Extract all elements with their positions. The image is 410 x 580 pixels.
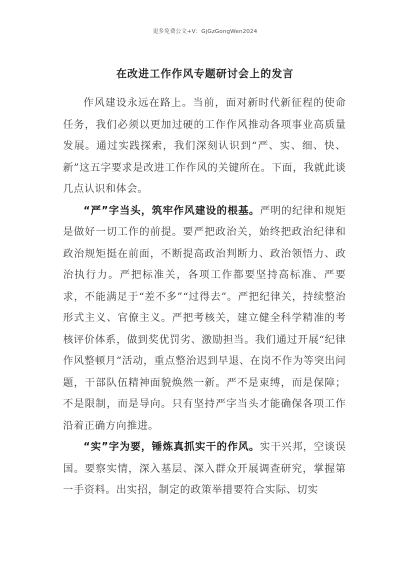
paragraph-strict: [63, 201, 346, 438]
paragraph-lead-heading: “实”字为要，锤炼真抓实干的作风。: [83, 442, 260, 453]
paragraph-practical: [63, 437, 346, 502]
paragraph-text: 严明的纪律和规矩是做好一切工作的前提。要严把政治关，始终把政治纪律和政治规矩挺在前面，不断提高政治判断力、政治领悟力、政治执行力。严把标准关，各项工作都要坚持高标准、严要求，不能满足于“差不多”“过得去”。严把纪律关，持续整治形式主义、官僚主义。严把考核关，建立健全科学精准的考核评价体系，做到奖优罚劣、激励担当。我们通过开展“纪律作风整顿月”活动，重点整治迟到早退、在岗不作为等突出问题，干部队伍精神面貌焕然一新。严不是束缚，而是保障；不是限制，而是导向。只有坚持严字当头才能确保各项工作沿着正确方向推进。: [63, 205, 346, 432]
paragraph-text: 实干兴邦，空谈误国。要察实情，深入基层、深入群众开展调查研究，掌握第一手资料。出实招，制定的政策举措要符合实际、切实: [63, 442, 346, 496]
document-title: 在改进工作作风专题研讨会上的发言: [116, 68, 294, 80]
document-body: [63, 93, 346, 502]
paragraph-lead-heading: “严”字当头，筑牢作风建设的根基。: [83, 205, 260, 217]
paragraph-intro: [63, 93, 346, 201]
paragraph-text: 作风建设永远在路上。当前，面对新时代新征程的使命任务，我们必须以更加过硬的工作作风推动各项事业高质量发展。通过实践探索，我们深刻认识到“严、实、细、快、新”这五字要求是改进工作作风的关键所在。下面，我就此谈几点认识和体会。: [63, 98, 346, 195]
header-watermark: 更多免费公文+V：GjGzGongWen2024: [152, 29, 258, 35]
